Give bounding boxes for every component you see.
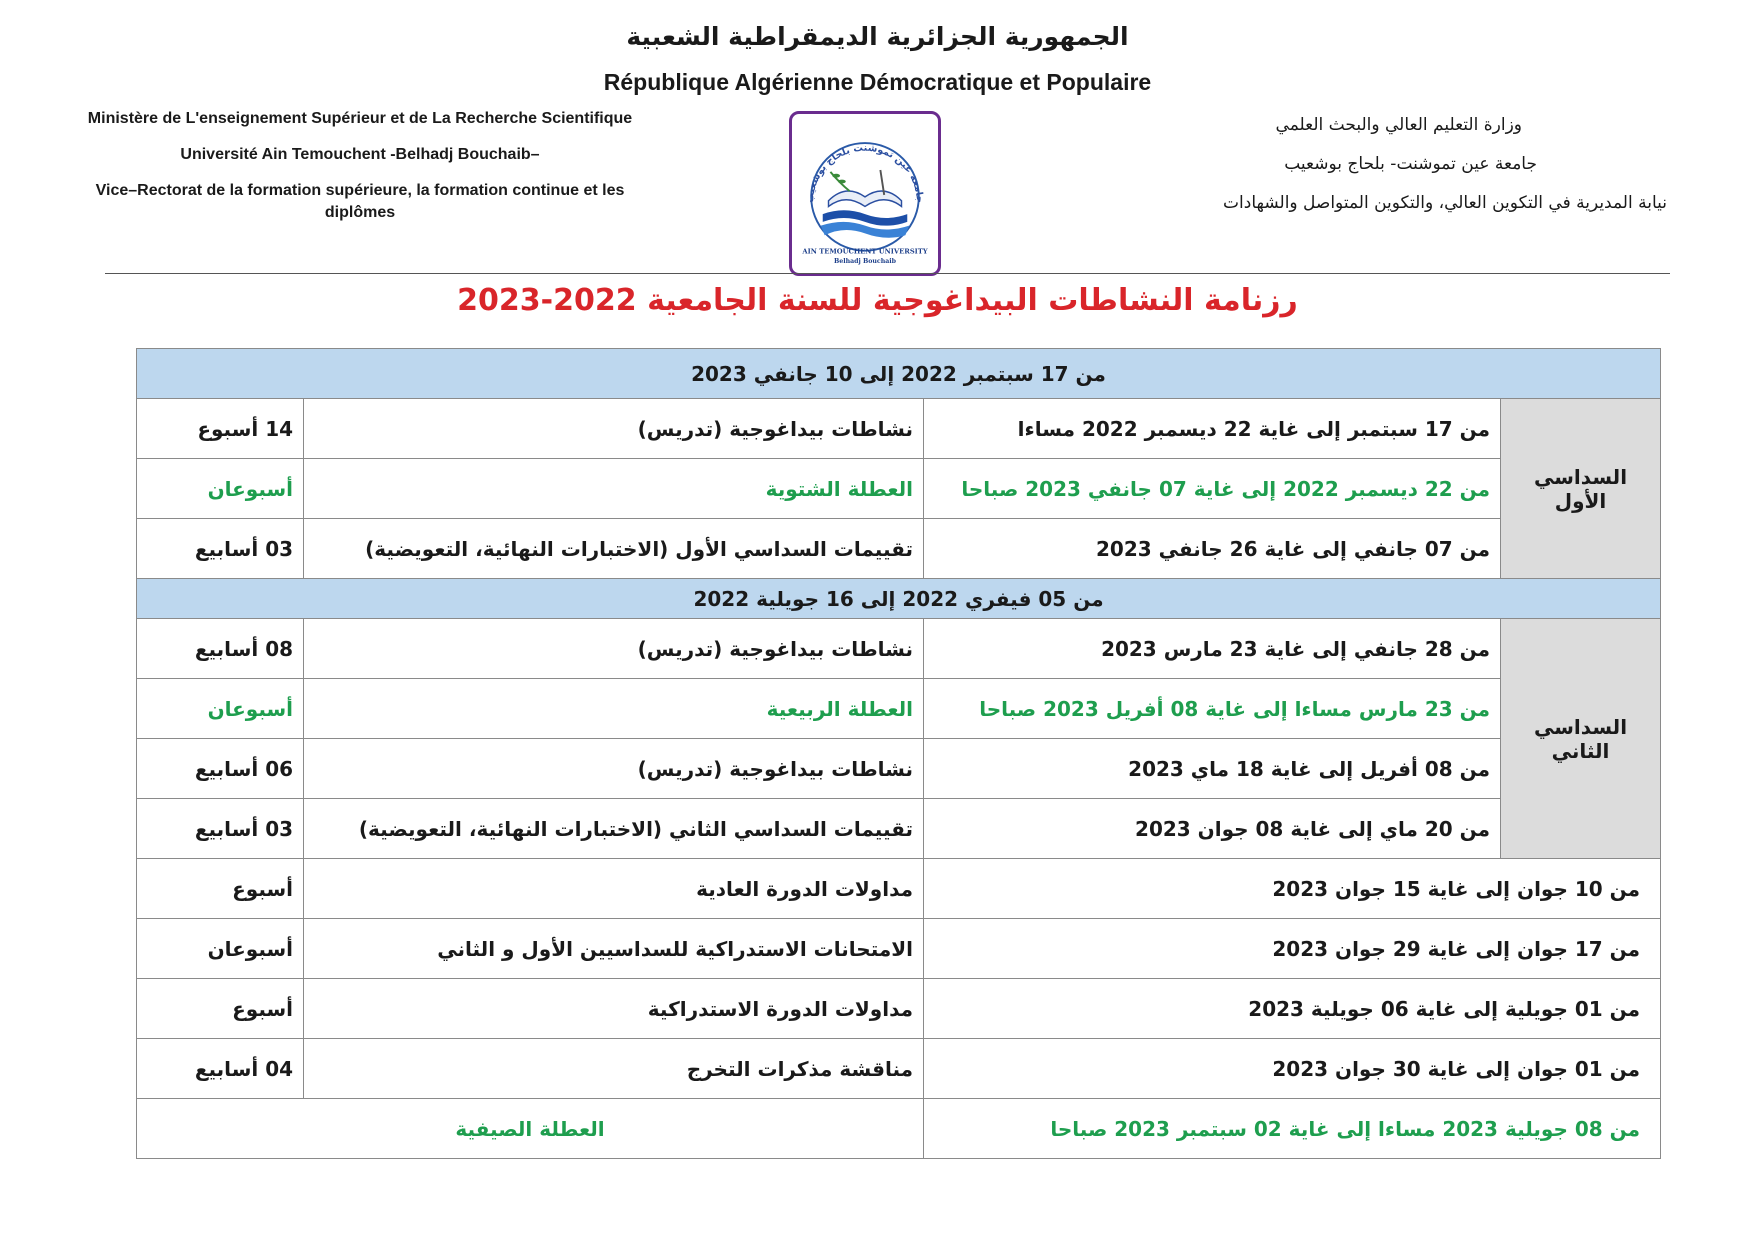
table-row [137, 979, 1661, 1039]
table-row [137, 739, 1661, 799]
row-date: من 20 ماي إلى غاية 08 جوان 2023 [924, 799, 1501, 859]
table-row [137, 459, 1661, 519]
row-activity: العطلة الشتوية [304, 459, 924, 519]
row-activity: مداولات الدورة العادية [304, 859, 924, 919]
row-date: من 07 جانفي إلى غاية 26 جانفي 2023 [924, 519, 1501, 579]
table-row [137, 679, 1661, 739]
semester-1-band-row [137, 349, 1661, 399]
ministry-arabic: وزارة التعليم العالي والبحث العلمي [1275, 115, 1522, 135]
row-date: من 22 ديسمبر 2022 إلى غاية 07 جانفي 2023 صباحا [924, 459, 1501, 519]
row-duration: أسبوعان [137, 459, 304, 519]
row-duration: 03 أسابيع [137, 799, 304, 859]
row-duration: 04 أسابيع [137, 1039, 304, 1099]
row-activity: الامتحانات الاستدراكية للسداسيين الأول و الثاني [304, 919, 924, 979]
university-french: Université Ain Temouchent -Belhadj Bouchaib– [180, 146, 540, 163]
logo-arc-text: جامعة عين تموشنت بلحاج بوشعيب [804, 142, 925, 204]
page-title: رزنامة النشاطات البيداغوجية للسنة الجامعية 2022-2023 [457, 283, 1298, 318]
table-row [137, 919, 1661, 979]
summer-row [137, 1099, 1661, 1159]
row-activity: العطلة الربيعية [304, 679, 924, 739]
header-left-french [75, 108, 645, 238]
header-right-arabic [1147, 114, 1667, 231]
row-date: من 01 جويلية إلى غاية 06 جويلية 2023 [924, 979, 1661, 1039]
semester-1-label: السداسي الأول [1501, 399, 1661, 579]
row-date: من 10 جوان إلى غاية 15 جوان 2023 [924, 859, 1661, 919]
row-duration: 03 أسابيع [137, 519, 304, 579]
logo-name-line2: Belhadj Bouchaib [833, 258, 897, 266]
row-duration: 06 أسابيع [137, 739, 304, 799]
semester-1-range: من 17 سبتمبر 2022 إلى 10 جانفي 2023 [137, 349, 1661, 399]
row-date: من 08 أفريل إلى غاية 18 ماي 2023 [924, 739, 1501, 799]
row-duration: أسبوعان [137, 679, 304, 739]
row-date: من 28 جانفي إلى غاية 23 مارس 2023 [924, 619, 1501, 679]
republic-french: République Algérienne Démocratique et Populaire [603, 69, 1152, 95]
row-date: من 23 مارس مساءا إلى غاية 08 أفريل 2023 صباحا [924, 679, 1501, 739]
table-row [137, 859, 1661, 919]
summer-activity: العطلة الصيفية [137, 1099, 924, 1159]
table-row [137, 519, 1661, 579]
table-row [137, 799, 1661, 859]
row-activity: نشاطات بيداغوجية (تدريس) [304, 619, 924, 679]
logo-name-line1: AIN TEMOUCHENT UNIVERSITY [802, 247, 928, 256]
row-duration: 08 أسابيع [137, 619, 304, 679]
university-logo [789, 111, 941, 276]
row-activity: تقييمات السداسي الثاني (الاختبارات النهائية، التعويضية) [304, 799, 924, 859]
header-divider [105, 273, 1670, 274]
row-activity: مناقشة مذكرات التخرج [304, 1039, 924, 1099]
row-duration: أسبوع [137, 979, 304, 1039]
summer-date: من 08 جويلية 2023 مساءا إلى غاية 02 سبتمبر 2023 صباحا [924, 1099, 1661, 1159]
semester-2-range: من 05 فيفري 2022 إلى 16 جويلية 2022 [137, 579, 1661, 619]
row-date: من 01 جوان إلى غاية 30 جوان 2023 [924, 1039, 1661, 1099]
row-date: من 17 سبتمبر إلى غاية 22 ديسمبر 2022 مساءا [924, 399, 1501, 459]
vice-rectorat-french: Vice–Rectorat de la formation supérieure, la formation continue et les diplômes [95, 182, 625, 221]
semester-2-band-row [137, 579, 1661, 619]
ministry-french: Ministère de L'enseignement Supérieur et de La Recherche Scientifique [87, 110, 633, 127]
vice-rectorat-arabic: نيابة المديرية في التكوين العالي، والتكوين المتواصل والشهادات [1223, 193, 1667, 213]
row-activity: تقييمات السداسي الأول (الاختبارات النهائية، التعويضية) [304, 519, 924, 579]
table-row [137, 619, 1661, 679]
table-row [137, 399, 1661, 459]
republic-arabic: الجمهورية الجزائرية الديمقراطية الشعبية [626, 22, 1129, 51]
semester-2-label: السداسي الثاني [1501, 619, 1661, 859]
table-row [137, 1039, 1661, 1099]
row-activity: مداولات الدورة الاستدراكية [304, 979, 924, 1039]
row-duration: 14 أسبوع [137, 399, 304, 459]
row-duration: أسبوعان [137, 919, 304, 979]
row-duration: أسبوع [137, 859, 304, 919]
row-activity: نشاطات بيداغوجية (تدريس) [304, 399, 924, 459]
row-date: من 17 جوان إلى غاية 29 جوان 2023 [924, 919, 1661, 979]
calendar-table [136, 348, 1661, 1159]
university-arabic: جامعة عين تموشنت- بلحاج بوشعيب [1284, 154, 1537, 174]
row-activity: نشاطات بيداغوجية (تدريس) [304, 739, 924, 799]
